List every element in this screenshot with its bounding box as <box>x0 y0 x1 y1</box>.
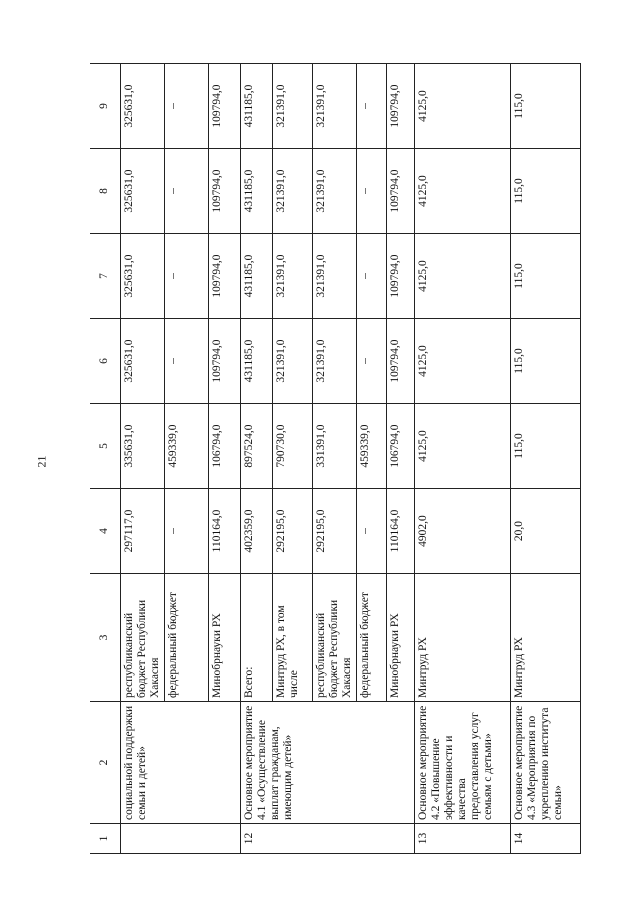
value-cell: 325631,0 <box>120 149 164 234</box>
funding-source: республиканский бюджет Республики Хакасия <box>312 574 356 702</box>
value-cell: – <box>164 149 208 234</box>
value-cell: 325631,0 <box>120 234 164 319</box>
value-cell: 297117,0 <box>120 489 164 574</box>
table-row <box>510 64 580 854</box>
value-cell: – <box>356 64 386 149</box>
funding-source: Минтруд РХ <box>510 574 580 702</box>
funding-source: Минобрнауки РХ <box>208 574 240 702</box>
value-cell: 321391,0 <box>272 234 312 319</box>
rotated-page-content <box>90 64 590 854</box>
value-cell: 321391,0 <box>312 319 356 404</box>
table-row <box>414 64 510 854</box>
value-cell: – <box>356 149 386 234</box>
header-cell: 6 <box>90 319 120 404</box>
value-cell: 109794,0 <box>208 234 240 319</box>
value-cell: 115,0 <box>510 149 580 234</box>
value-cell: 110164,0 <box>386 489 414 574</box>
value-cell: 115,0 <box>510 234 580 319</box>
value-cell: 109794,0 <box>386 234 414 319</box>
value-cell: – <box>356 489 386 574</box>
value-cell: 402359,0 <box>240 489 272 574</box>
activity-title: социальной поддержки семьи и детей» <box>120 702 240 824</box>
value-cell: – <box>164 64 208 149</box>
funding-source: Минобрнауки РХ <box>386 574 414 702</box>
funding-source: Минтруд РХ <box>414 574 510 702</box>
value-cell: 4902,0 <box>414 489 510 574</box>
value-cell: 115,0 <box>510 404 580 489</box>
header-cell: 8 <box>90 149 120 234</box>
value-cell: 321391,0 <box>272 319 312 404</box>
value-cell: 106794,0 <box>386 404 414 489</box>
funding-source: федеральный бюджет <box>356 574 386 702</box>
header-cell: 4 <box>90 489 120 574</box>
value-cell: 4125,0 <box>414 234 510 319</box>
value-cell: – <box>164 319 208 404</box>
value-cell: 321391,0 <box>272 149 312 234</box>
table-row <box>120 64 164 854</box>
value-cell: 4125,0 <box>414 64 510 149</box>
header-cell: 9 <box>90 64 120 149</box>
value-cell: 431185,0 <box>240 64 272 149</box>
value-cell: 110164,0 <box>208 489 240 574</box>
value-cell: 459339,0 <box>356 404 386 489</box>
funding-source: республиканский бюджет Республики Хакасия <box>120 574 164 702</box>
value-cell: 331391,0 <box>312 404 356 489</box>
value-cell: 321391,0 <box>312 234 356 319</box>
value-cell: 115,0 <box>510 64 580 149</box>
activity-title: Основное мероприятие 4.3 «Мероприятия по укреплению института семьи» <box>510 702 580 824</box>
value-cell: 790730,0 <box>272 404 312 489</box>
header-cell: 7 <box>90 234 120 319</box>
value-cell: 459339,0 <box>164 404 208 489</box>
value-cell: 109794,0 <box>208 64 240 149</box>
value-cell: 109794,0 <box>386 149 414 234</box>
value-cell: 20,0 <box>510 489 580 574</box>
value-cell: 4125,0 <box>414 319 510 404</box>
header-cell: 5 <box>90 404 120 489</box>
header-cell: 2 <box>90 702 120 824</box>
value-cell: 292195,0 <box>312 489 356 574</box>
value-cell: 109794,0 <box>386 319 414 404</box>
value-cell: – <box>356 319 386 404</box>
page-number: 21 <box>34 455 49 468</box>
header-cell: 3 <box>90 574 120 702</box>
activity-title: Основное мероприятие 4.1 «Осуществление выплат гражданам, имеющим детей» <box>240 702 414 824</box>
value-cell: 321391,0 <box>272 64 312 149</box>
value-cell: – <box>164 489 208 574</box>
value-cell: 431185,0 <box>240 149 272 234</box>
table-row <box>240 64 272 854</box>
value-cell: 325631,0 <box>120 64 164 149</box>
value-cell: – <box>164 234 208 319</box>
budget-table <box>90 63 581 854</box>
value-cell: 897524,0 <box>240 404 272 489</box>
value-cell: 106794,0 <box>208 404 240 489</box>
value-cell: 4125,0 <box>414 404 510 489</box>
funding-source: Минтруд РХ, в том числе <box>272 574 312 702</box>
value-cell: 335631,0 <box>120 404 164 489</box>
value-cell: 292195,0 <box>272 489 312 574</box>
value-cell: 115,0 <box>510 319 580 404</box>
value-cell: 109794,0 <box>208 319 240 404</box>
row-number: 13 <box>414 824 510 854</box>
activity-title: Основное мероприятие 4.2 «Повышение эффективности и качества предоставления услуг семьям с детьми» <box>414 702 510 824</box>
value-cell: 321391,0 <box>312 64 356 149</box>
header-cell: 1 <box>90 824 120 854</box>
header-row <box>90 64 120 854</box>
row-number: 14 <box>510 824 580 854</box>
value-cell: 4125,0 <box>414 149 510 234</box>
funding-source: федеральный бюджет <box>164 574 208 702</box>
value-cell: 321391,0 <box>312 149 356 234</box>
value-cell: – <box>356 234 386 319</box>
value-cell: 325631,0 <box>120 319 164 404</box>
value-cell: 109794,0 <box>208 149 240 234</box>
row-number <box>120 824 240 854</box>
value-cell: 109794,0 <box>386 64 414 149</box>
value-cell: 431185,0 <box>240 234 272 319</box>
row-number: 12 <box>240 824 414 854</box>
funding-source: Всего: <box>240 574 272 702</box>
value-cell: 431185,0 <box>240 319 272 404</box>
